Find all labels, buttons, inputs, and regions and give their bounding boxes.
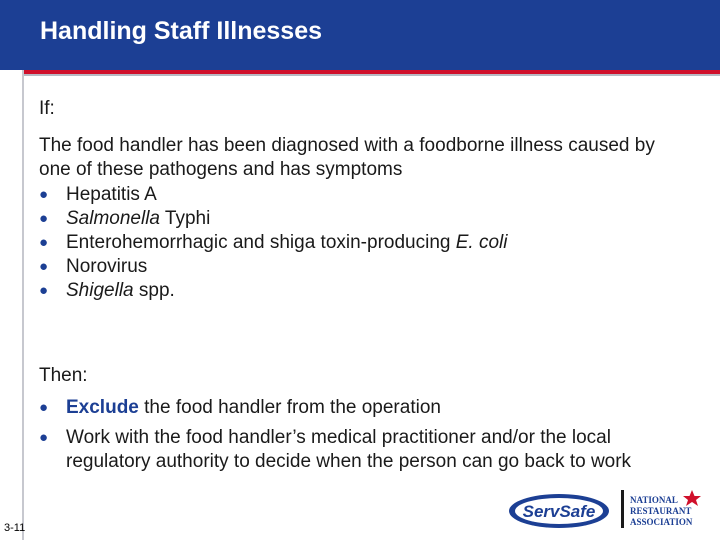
- list-item: ● Enterohemorrhagic and shiga toxin-producing E. coli: [39, 232, 508, 253]
- pathogen-list: [39, 183, 679, 303]
- list-item: ● Salmonella Typhi: [39, 208, 211, 229]
- then-label: Then:: [39, 365, 88, 386]
- bullet-icon: ●: [39, 399, 49, 416]
- exclude-emphasis: Exclude: [66, 397, 139, 418]
- title-underline-gray: [22, 74, 720, 76]
- list-item: ● Shigella spp.: [39, 280, 175, 301]
- condition-text: The food handler has been diagnosed with a foodborne illness caused by one of these pathogens and has symptoms: [39, 135, 655, 180]
- logo-divider: [621, 490, 624, 528]
- star-icon: [683, 490, 701, 506]
- bullet-icon: ●: [39, 282, 49, 299]
- bullet-icon: ●: [39, 210, 49, 227]
- bullet-icon: ●: [39, 234, 49, 251]
- slide-title: Handling Staff Illnesses: [40, 17, 323, 45]
- bullet-icon: ●: [39, 429, 49, 446]
- list-item: ● Exclude the food handler from the operation: [39, 397, 441, 418]
- nra-line-1: NATIONAL: [630, 495, 678, 505]
- nra-logo: [628, 488, 716, 530]
- page-number: 3-11: [4, 522, 26, 534]
- list-item: ● Hepatitis A: [39, 184, 157, 205]
- nra-line-2: RESTAURANT: [630, 506, 692, 516]
- list-item: ● Work with the food handler’s medical practitioner and/or the local regulatory authority to decide when the person can go back to work: [39, 427, 632, 472]
- bullet-icon: ●: [39, 258, 49, 275]
- action-list: [39, 396, 679, 480]
- title-bar: [0, 0, 720, 70]
- nra-line-3: ASSOCIATION: [630, 517, 693, 527]
- servsafe-logo: [508, 492, 614, 530]
- left-margin-rule: [22, 70, 24, 540]
- servsafe-wordmark: ServSafe: [522, 502, 596, 521]
- if-label: If:: [39, 98, 55, 119]
- bullet-icon: ●: [39, 186, 49, 203]
- list-item: ● Norovirus: [39, 256, 148, 277]
